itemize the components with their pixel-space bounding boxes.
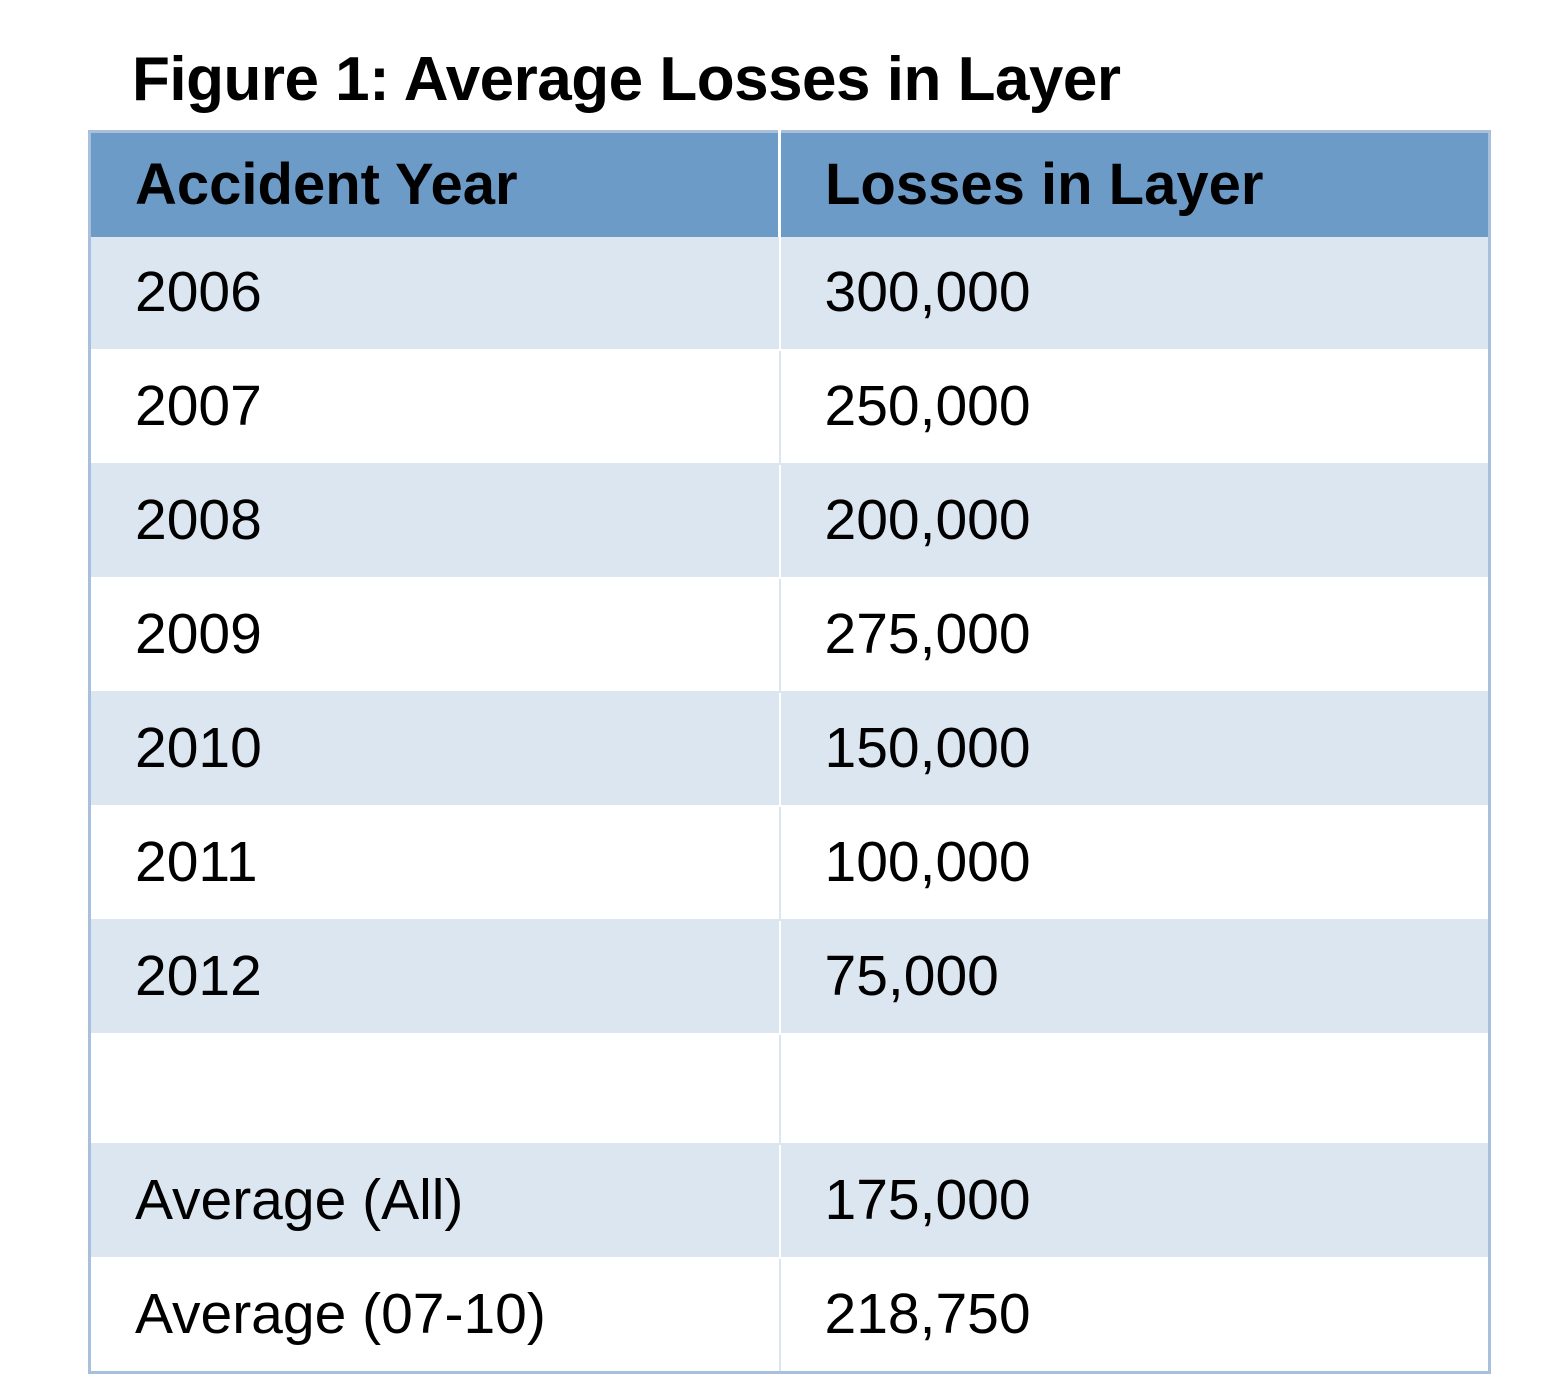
column-header-accident-year: Accident Year	[90, 132, 780, 238]
cell-losses-in-layer: 275,000	[780, 578, 1490, 692]
cell-accident-year: 2010	[90, 692, 780, 806]
cell-losses-in-layer: 218,750	[780, 1258, 1490, 1373]
table-row	[90, 920, 1490, 1034]
cell-losses-in-layer: 175,000	[780, 1144, 1490, 1258]
cell-accident-year: 2011	[90, 806, 780, 920]
losses-table	[88, 130, 1491, 1374]
cell-losses-in-layer	[780, 1034, 1490, 1144]
table-header	[90, 132, 1490, 238]
table-header-row	[90, 132, 1490, 238]
cell-losses-in-layer: 100,000	[780, 806, 1490, 920]
table-body	[90, 237, 1490, 1373]
cell-accident-year: 2012	[90, 920, 780, 1034]
figure-container	[88, 46, 1488, 1374]
cell-accident-year: 2006	[90, 237, 780, 350]
table-row	[90, 692, 1490, 806]
cell-losses-in-layer: 300,000	[780, 237, 1490, 350]
cell-accident-year: Average (All)	[90, 1144, 780, 1258]
cell-losses-in-layer: 200,000	[780, 464, 1490, 578]
table-row	[90, 806, 1490, 920]
table-row	[90, 1258, 1490, 1373]
table-row	[90, 464, 1490, 578]
cell-accident-year: 2009	[90, 578, 780, 692]
cell-losses-in-layer: 150,000	[780, 692, 1490, 806]
table-row	[90, 578, 1490, 692]
figure-title: Figure 1: Average Losses in Layer	[132, 45, 1121, 114]
column-header-losses-in-layer: Losses in Layer	[780, 132, 1490, 238]
cell-accident-year	[90, 1034, 780, 1144]
table-row	[90, 237, 1490, 350]
table-row	[90, 1144, 1490, 1258]
cell-losses-in-layer: 250,000	[780, 350, 1490, 464]
table-row	[90, 350, 1490, 464]
table-row-spacer	[90, 1034, 1490, 1144]
cell-accident-year: Average (07-10)	[90, 1258, 780, 1373]
cell-losses-in-layer: 75,000	[780, 920, 1490, 1034]
cell-accident-year: 2008	[90, 464, 780, 578]
cell-accident-year: 2007	[90, 350, 780, 464]
